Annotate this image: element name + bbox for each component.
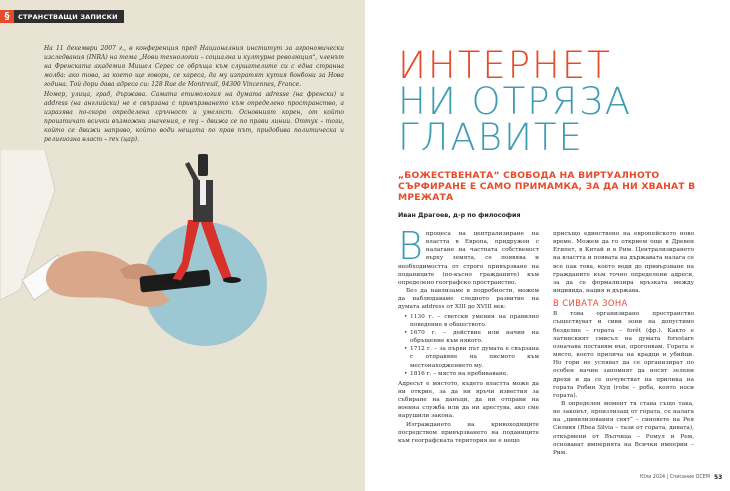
- article-column-2: [553, 230, 694, 457]
- column-1-paragraph-3: Адресът е мястото, където властта може да ни открие, за да ни връчи известия за събиране на данъци, да ни отправи на военна служба или да ни арестува, ако сме нарушили закона.: [398, 380, 539, 420]
- article-column-1: [398, 224, 539, 445]
- section-tag-label: СТРАНСТВАЩИ ЗАПИСКИ: [14, 10, 124, 23]
- column-1-paragraph-1: [398, 224, 539, 287]
- history-list: [404, 313, 539, 378]
- intro-paragraph-2: Номер, улица, град, държава. Самата етимология на думата adresse (на френски) и address (на английски) не е свързана с привързването към определено пространство, а изразява по-скоро определена сръчност и умелост. Основният корен, от който произтичат всички възможни значения, е reg – движа се по прави линии. Оттук – този, който се движи направо, който води нещата по прав път, придобива политическа и религиозна власт – rex (цар).: [44, 91, 344, 143]
- footer-issue: Юли 2024 | Списание ОСЕМ: [640, 475, 710, 480]
- column-2-paragraph-3: В определен момент тя става също така, не законът, произлизащ от гората, се налага на „цивилизования свят“ – синовете на Рея Силвия (Rhea Silvia – тази от гората, дивата), откърмени от Вълчица – Ромул и Рем, основават империята на Всички империи – Рим.: [553, 400, 694, 456]
- shirt: [200, 180, 206, 205]
- section-heading: В СИВАТА ЗОНА: [553, 298, 628, 309]
- article-headline: [398, 44, 633, 159]
- list-item: • 1816 г. – място на пребиваване.: [404, 370, 539, 378]
- page-footer: [640, 474, 722, 481]
- collage-illustration: [0, 150, 365, 491]
- shoe-left: [162, 279, 182, 285]
- list-item: • 1712 г. – за първи път думата е свързана с отправяне на писмото към местонаходжението му.: [404, 345, 539, 369]
- arm-up: [185, 162, 199, 184]
- dropcap: В: [398, 224, 423, 268]
- column-2-paragraph-2: В това организирано пространство съществуват и сиви зони на допустимо безделие – гората – forêt (фр.). Както е латинският смисъл на думата forestare означава поставям вън, прогонвам. Гората е място, което прилича на крадци и убийци. Но гори не успяват да се организират по особен начин запомнят да носят зелени дрехи и да се почувстват на прилика на гората Робин Худ (robe – роба, която носи гората).: [553, 311, 694, 399]
- section-icon: §: [0, 10, 14, 23]
- headline-line-1: ИНТЕРНЕТ: [398, 44, 612, 87]
- headline-line-2: НИ ОТРЯЗА: [398, 80, 633, 123]
- column-1-paragraph-1-text: процеса на централизиране на властта в Европа, придружен с налагане на частната собственост върху земята, се появява и необходимостта от строго привързване на поданиците (по-късно гражданите) към определено географско пространство.: [398, 231, 539, 286]
- headline-line-3: ГЛАВИТЕ: [398, 116, 584, 159]
- column-2-paragraph-1: присъщо единствено на европейското ново време. Можем да го открием още в Древен Египет, в Китай и в Рим. Централизирането на властта и появата на държавата налага се все пак това, което води до привързване на гражданите към точно определени адреси, за да се формализира връзката между индивида, нация и държава.: [553, 231, 694, 295]
- column-1-paragraph-2: Без да навлизаме в подробности, можем да наблюдаваме следното развитие на думата address от XIII до XVIII век:: [398, 288, 539, 311]
- intro-text: [44, 44, 344, 145]
- shoe-right: [223, 277, 241, 283]
- head-phone: [198, 154, 208, 176]
- article-subhead: „БОЖЕСТВЕНАТА“ СВОБОДА НА ВИРТУАЛНОТО СЪРФИРАНЕ Е САМО ПРИМАМКА, ЗА ДА НИ ХВАНАТ В МРЕЖАТА: [398, 170, 696, 203]
- list-item: • 1670 г. – действие или начин на обръщение към някого.: [404, 329, 539, 345]
- list-item: • 1130 г. – светски умения на правилно поведение в обществото.: [404, 313, 539, 329]
- column-1-paragraph-4: Изграждането на кривоходящите посредством привързването на поданиците към географската територия не е нещо: [398, 421, 539, 444]
- byline: Иван Драгоев, д-р по философия: [398, 212, 521, 219]
- section-tag: [0, 10, 124, 23]
- intro-paragraph-1: На 11 декември 2007 г., в конференция пред Националния институт за агрономически изследвания (INRA) на тема „Нови технологии – социална и културна революция“, членът на Френската академия Мишел Серес се обръща към слушателите си с една странна молба: ако това, за което ще говори, се хареса, да му изпратят кутия бонбони за Нова година. Той дори дава адреса си: 128 Rue de Montreuil, 94300 Vincennes, France.: [44, 45, 344, 88]
- page-number: 53: [713, 474, 723, 481]
